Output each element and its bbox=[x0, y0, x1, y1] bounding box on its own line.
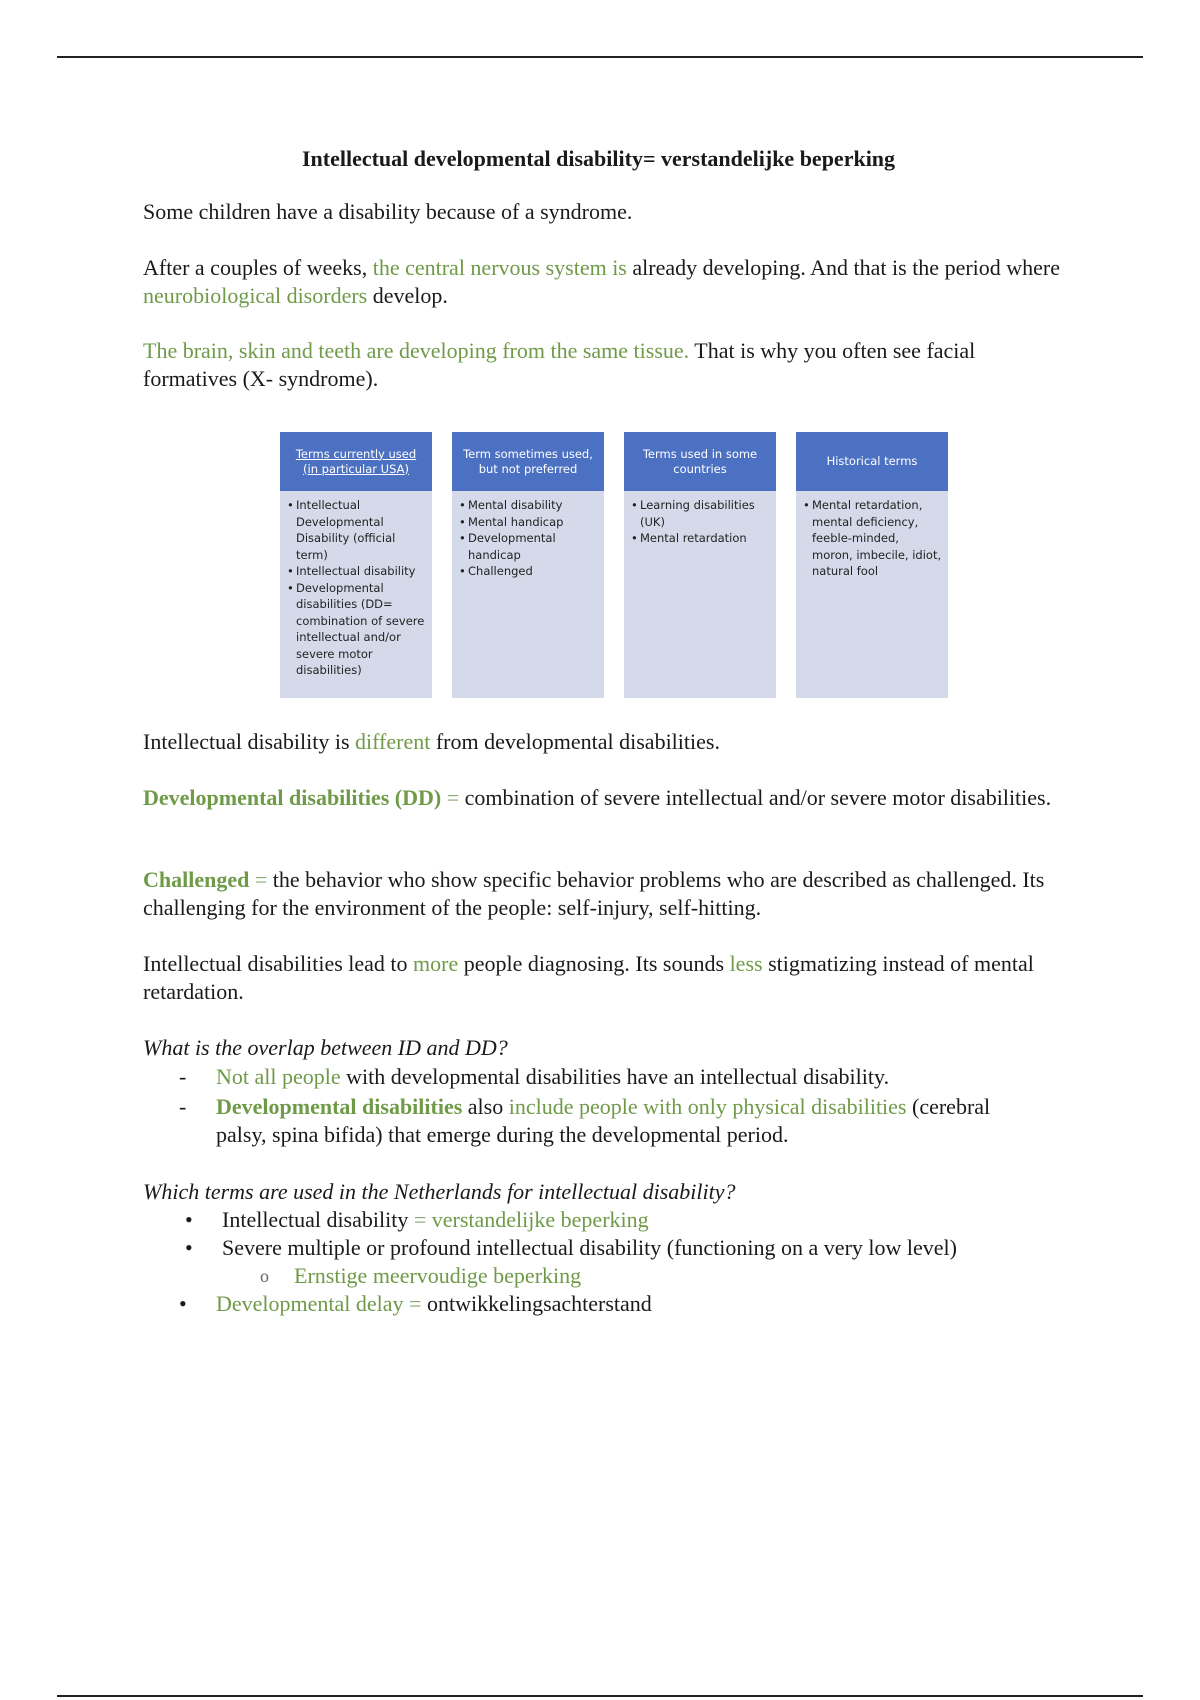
terms-column-header: Terms used in some countries bbox=[624, 432, 776, 491]
netherlands-terms-list bbox=[143, 1206, 957, 1318]
top-rule bbox=[57, 56, 1143, 58]
terms-column-list bbox=[796, 491, 948, 580]
list-item: • Severe multiple or profound intellectual disability (functioning on a very low level) bbox=[185, 1235, 957, 1260]
bullet-marker: • bbox=[185, 1235, 193, 1260]
terms-list-item: • Mental disability bbox=[459, 497, 598, 514]
list-item: - Developmental disabilities also include people with only physical disabilities (cerebral palsy, spina bifida) that emerge during the developmental period. bbox=[179, 1094, 991, 1147]
terms-column-header: Term sometimes used, but not preferred bbox=[452, 432, 604, 491]
terms-column-header: Terms currently used (in particular USA) bbox=[280, 432, 432, 491]
paragraph-diagnosing: Intellectual disabilities lead to more people diagnosing. Its sounds less stigmatizing instead of mental retardation. bbox=[143, 951, 1034, 1004]
terms-column-header: Historical terms bbox=[796, 432, 948, 491]
overlap-list bbox=[143, 1063, 1016, 1149]
terms-list-item: • Learning disabilities (UK) bbox=[631, 497, 770, 530]
terms-column-list bbox=[452, 491, 604, 580]
terms-list-item: • Mental handicap bbox=[459, 514, 598, 531]
terms-list-item: • Intellectual disability bbox=[287, 563, 426, 580]
list-item: • Intellectual disability = verstandelijke beperking bbox=[185, 1207, 649, 1232]
terms-column-list bbox=[624, 491, 776, 547]
bullet-marker: • bbox=[179, 1291, 187, 1316]
terms-list-item: • Developmental disabilities (DD= combination of severe intellectual and/or severe motor disabilities) bbox=[287, 580, 426, 679]
terms-list-item: • Developmental handicap bbox=[459, 530, 598, 563]
terms-list-item: • Challenged bbox=[459, 563, 598, 580]
terms-column-not-preferred bbox=[452, 432, 604, 698]
terms-column-current bbox=[280, 432, 432, 698]
sub-list-item: o Ernstige meervoudige beperking bbox=[260, 1263, 582, 1288]
circle-bullet-icon: o bbox=[260, 1266, 269, 1286]
terms-list-item: • Mental retardation bbox=[631, 530, 770, 547]
list-item: - Not all people with developmental disabilities have an intellectual disability. bbox=[179, 1064, 890, 1089]
paragraph-syndrome: Some children have a disability because of a syndrome. bbox=[143, 199, 633, 224]
terms-diagram bbox=[280, 432, 950, 698]
paragraph-nervous-system: After a couples of weeks, the central nervous system is already developing. And that is the period where neurobiological disorders develop. bbox=[143, 255, 1061, 308]
page-title: Intellectual developmental disability= verstandelijke beperking bbox=[301, 146, 896, 171]
definition-challenged: Challenged = the behavior who show specific behavior problems who are described as challenged. Its challenging for the environment of the people: self-injury, self-hitting. bbox=[143, 867, 1045, 920]
bottom-rule bbox=[57, 1695, 1143, 1697]
question-overlap: What is the overlap between ID and DD? bbox=[143, 1035, 508, 1060]
terms-column-some-countries bbox=[624, 432, 776, 698]
terms-column-list bbox=[280, 491, 432, 679]
dash-marker: - bbox=[179, 1094, 187, 1119]
question-netherlands-terms: Which terms are used in the Netherlands for intellectual disability? bbox=[143, 1179, 736, 1204]
paragraph-same-tissue: The brain, skin and teeth are developing from the same tissue. That is why you often see facial formatives (X- syndrome). bbox=[143, 338, 976, 391]
definition-developmental-disabilities: Developmental disabilities (DD) = combination of severe intellectual and/or severe motor disabilities. bbox=[143, 785, 1052, 810]
dash-marker: - bbox=[179, 1064, 187, 1089]
bullet-marker: • bbox=[185, 1207, 193, 1232]
paragraph-id-vs-dd: Intellectual disability is different from developmental disabilities. bbox=[143, 729, 720, 754]
list-item: • Developmental delay = ontwikkelingsachterstand bbox=[179, 1291, 652, 1316]
terms-list-item: • Mental retardation, mental deficiency, feeble-minded, moron, imbecile, idiot, natural fool bbox=[803, 497, 942, 580]
terms-list-item: • Intellectual Developmental Disability (official term) bbox=[287, 497, 426, 563]
terms-column-historical bbox=[796, 432, 948, 698]
